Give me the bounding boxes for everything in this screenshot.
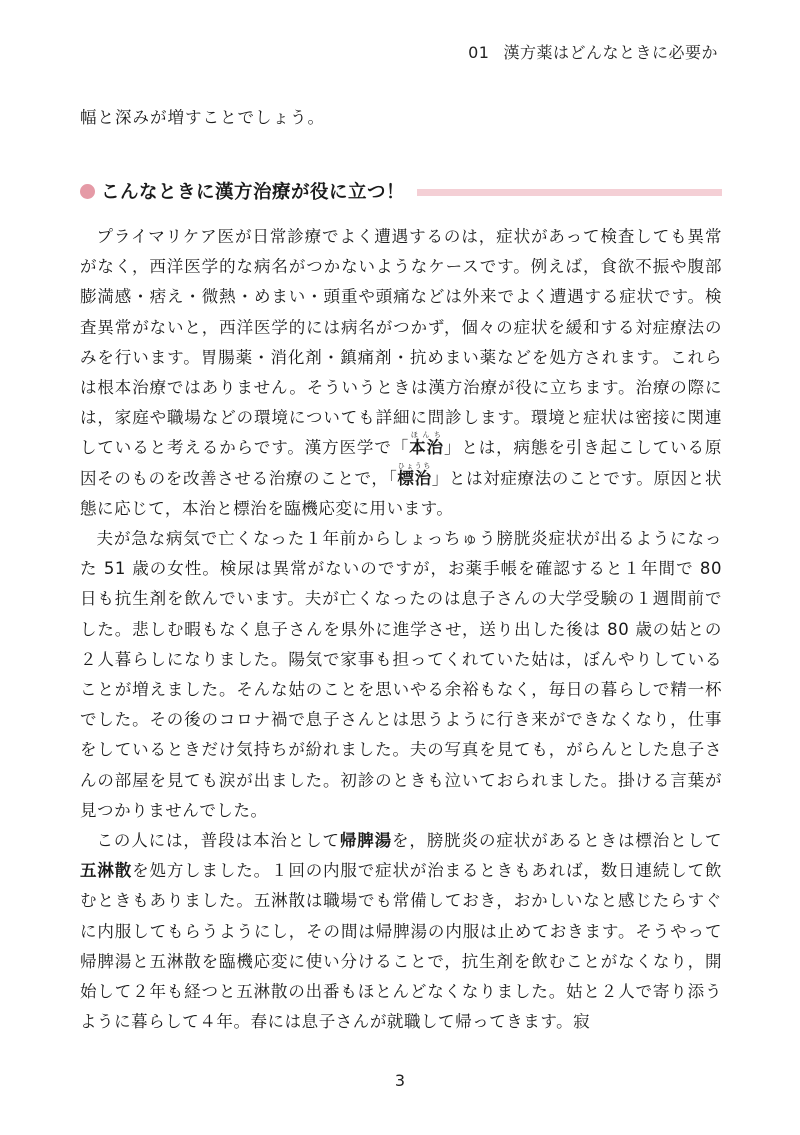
term-kihito: 帰脾湯	[339, 831, 393, 851]
term-gorinsan: 五淋散	[80, 861, 133, 881]
chapter-title: 漢方薬はどんなときに必要か	[503, 43, 718, 62]
section-title: こんなときに漢方治療が役に立つ！	[101, 182, 406, 203]
ruby-reading: ほんち	[409, 431, 444, 440]
chapter-number: 01	[468, 43, 490, 62]
running-header	[468, 40, 718, 63]
body-text	[80, 222, 722, 1037]
continued-text: 幅と深みが増すことでしょう。	[80, 108, 325, 127]
text-span: 」とは，病態を引き起こしている原因そのものを改善させる治療のことで，「	[80, 438, 722, 488]
text-span: を，膀胱炎の症状があるときは標治として	[392, 831, 722, 851]
term-text: 標治	[397, 468, 432, 488]
ruby-reading: ひょうち	[397, 461, 432, 470]
term-hyouchi	[397, 461, 432, 488]
bullet-dot-icon	[80, 184, 95, 199]
text-span: この人には，普段は本治として	[96, 831, 340, 851]
page-number: 3	[394, 1071, 406, 1090]
text-span: を処方しました。１回の内服で症状が治まるときもあれば，数日連続して飲むときもありました。五淋散は職場でも常備しておき，おかしいなと感じたらすぐに内服してもらうようにし，その間は帰脾湯の内服は止めておきます。そうやって帰脾湯と五淋散を臨機応変に使い分けることで，抗生剤を飲むことがなくなり，開始して２年も経つと五淋散の出番もほとんどなくなりました。姑と２人で寄り添うように暮らして４年。春には息子さんが就職して帰ってきます。寂	[80, 861, 723, 1032]
paragraph-3	[80, 826, 722, 1037]
term-honchi	[409, 431, 444, 458]
term-text: 本治	[409, 438, 444, 458]
paragraph-1	[80, 222, 722, 524]
text-span: プライマリケア医が日常診療でよく遭遇するのは，症状があって検査しても異常がなく，西洋医学的な病名がつかないようなケースです。例えば，食欲不振や腹部膨満感・痞え・微熱・めまい・頭重や頭痛などは外来でよく遭遇する症状です。検査異常がないと，西洋医学的には病名がつかず，個々の症状を緩和する対症療法のみを行います。胃腸薬・消化剤・鎮痛剤・抗めまい薬などを処方されます。これらは根本治療ではありません。そういうときは漢方治療が役に立ちます。治療の際には，家庭や職場などの環境についても詳細に問診します。環境と症状は密接に関連していると考えるからです。漢方医学で「	[80, 227, 722, 458]
heading-rule	[417, 189, 722, 196]
section-heading	[80, 178, 722, 204]
paragraph-2: 夫が急な病気で亡くなった１年前からしょっちゅう膀胱炎症状が出るようになった 51 歳の女性。検尿は異常がないのですが，お薬手帳を確認すると１年間で 80 日も抗生剤を飲んでいます。夫が亡くなったのは息子さんの大学受験の１週間前でした。悲しむ暇もなく息子さんを県外に進学させ，送り出した後は 80 歳の姑との２人暮らしになりました。陽気で家事も担ってくれていた姑は，ぼんやりしていることが増えました。そんな姑のことを思いやる余裕もなく，毎日の暮らしで精一杯でした。その後のコロナ禍で息子さんとは思うように行き来ができなくなり，仕事をしているときだけ気持ちが紛れました。夫の写真を見ても，がらんとした息子さんの部屋を見ても涙が出ました。初診のときも泣いておられました。掛ける言葉が見つかりませんでした。	[80, 529, 722, 820]
text-span: 」とは対症療法のことです。原因と状態に応じて，本治と標治を臨機応変に用います。	[80, 468, 723, 518]
